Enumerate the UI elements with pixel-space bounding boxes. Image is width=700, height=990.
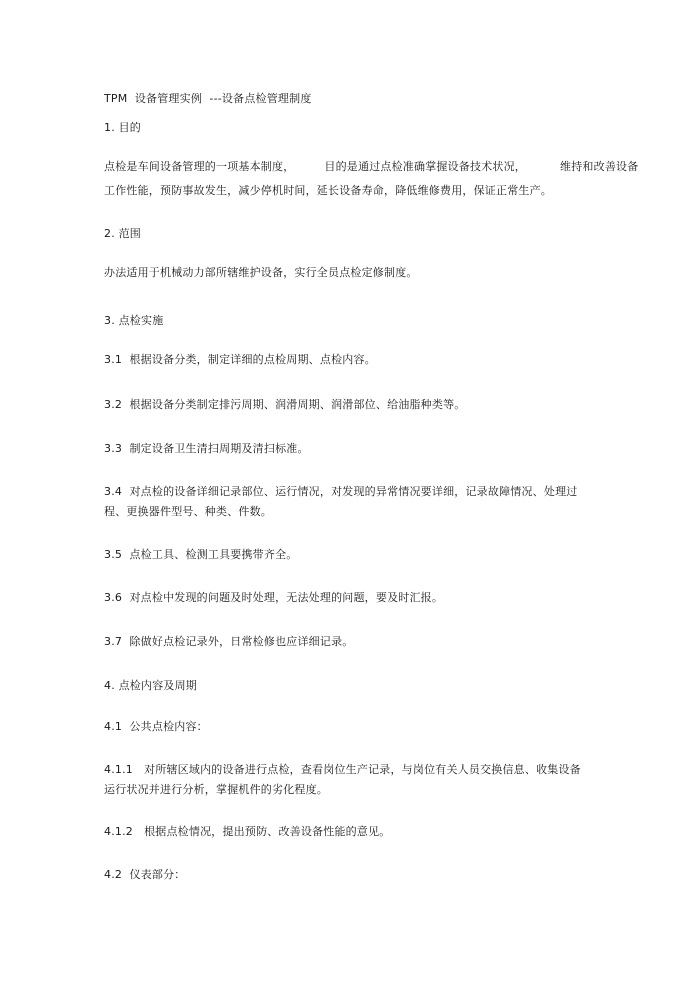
item-3-4-line-2: 程、更换器件型号、种类、件数。 [104,505,272,518]
item-4-1: 4.1 公共点检内容： [104,720,208,733]
section-1-text-a: 点检是车间设备管理的一项基本制度， [104,160,295,173]
section-2-heading: 2. 范围 [104,227,141,240]
item-3-7: 3.7 除做好点检记录外，日常检修也应详细记录。 [104,635,354,648]
section-1-text-b: 目的是通过点检准确掌握设备技术状况， [324,160,527,173]
section-4-heading: 4. 点检内容及周期 [104,679,197,692]
item-4-2: 4.2 仪表部分： [104,868,186,881]
item-3-4-line-1: 3.4 对点检的设备详细记录部位、运行情况，对发现的异常情况要详细，记录故障情况、处理过 [104,485,578,498]
section-2-paragraph: 办法适用于机械动力部所辖维护设备，实行全员点检定修制度。 [104,266,418,279]
item-4-1-1-line-2: 运行状况并进行分析，掌握机件的劣化程度。 [104,783,328,796]
item-4-1-1-line-1: 4.1.1 对所辖区域内的设备进行点检，查看岗位生产记录，与岗位有关人员交换信息、收集设备 [104,763,581,776]
item-3-2: 3.2 根据设备分类制定排污周期、润滑周期、润滑部位、给油脂种类等。 [104,398,466,411]
section-1-heading: 1. 目的 [104,121,141,134]
item-3-5: 3.5 点检工具、检测工具要携带齐全。 [104,548,298,561]
item-3-6: 3.6 对点检中发现的问题及时处理，无法处理的问题，要及时汇报。 [104,591,444,604]
item-3-1: 3.1 根据设备分类，制定详细的点检周期、点检内容。 [104,353,376,366]
section-1-paragraph-line-2: 工作性能，预防事故发生，减少停机时间，延长设备寿命，降低维修费用，保证正常生产。 [104,184,552,197]
section-1-text-c: 维持和改善设备 [560,160,639,173]
document-title: TPM 设备管理实例 ---设备点检管理制度 [104,92,312,105]
item-3-3: 3.3 制定设备卫生清扫周期及清扫标准。 [104,442,309,455]
item-4-1-2: 4.1.2 根据点检情况，提出预防、改善设备性能的意见。 [104,825,391,838]
section-3-heading: 3. 点检实施 [104,314,164,327]
section-1-paragraph-line-1 [104,161,638,172]
